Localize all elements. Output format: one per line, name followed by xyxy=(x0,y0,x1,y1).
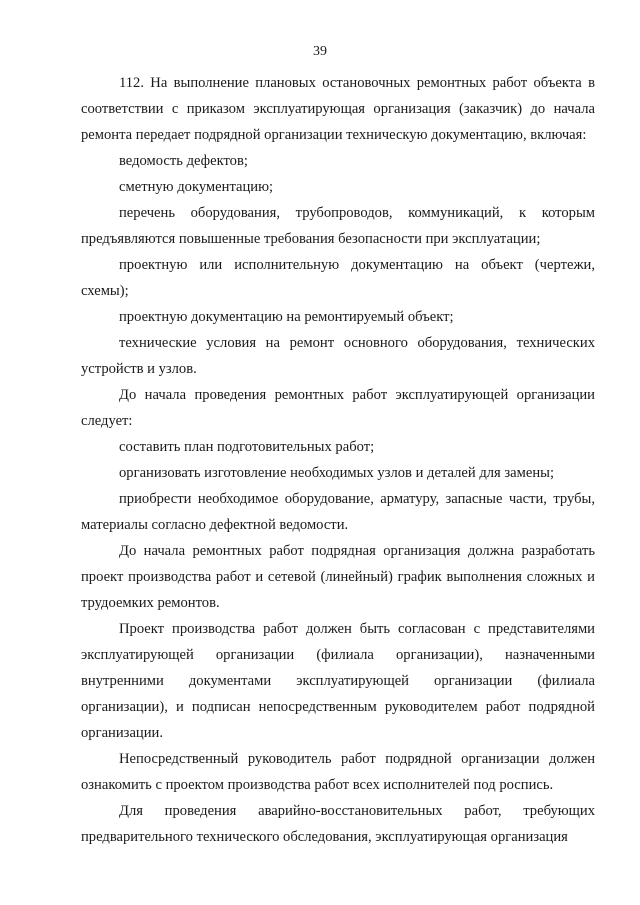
list-item-project-docs: проектную или исполнительную документацию на объект (чертежи, схемы); xyxy=(81,257,595,299)
paragraph-contractor-project: До начала ремонтных работ подрядная организация должна разработать проект производства работ и сетевой (линейный) график выполнения сложных и трудоемких ремонтов. xyxy=(81,543,595,611)
list-item-estimate-docs: сметную документацию; xyxy=(119,179,274,195)
list-item-equipment-list: перечень оборудования, трубопроводов, коммуникаций, к которым предъявляются повышенные требования безопасности при эксплуатации; xyxy=(81,205,595,247)
list-item-defect-statement: ведомость дефектов; xyxy=(119,153,248,169)
list-item-prep-plan: составить план подготовительных работ; xyxy=(119,439,375,455)
list-item-manufacture-parts: организовать изготовление необходимых узлов и деталей для замены; xyxy=(119,465,555,481)
paragraph-project-approval: Проект производства работ должен быть согласован с представителями эксплуатирующей организации (филиала организации), назначенными внутренними документами эксплуатирующей организации (филиала организации), и подписан непосредственным руководителем работ подрядной организации. xyxy=(81,621,595,741)
list-item-purchase-equipment: приобрести необходимое оборудование, арматуру, запасные части, трубы, материалы согласно дефектной ведомости. xyxy=(81,491,595,533)
document-body xyxy=(81,70,595,850)
paragraph-112-intro: 112. На выполнение плановых остановочных ремонтных работ объекта в соответствии с приказом эксплуатирующая организация (заказчик) до начала ремонта передает подрядной организации техническую документацию, включая: xyxy=(81,75,595,143)
list-item-repair-project-docs: проектную документацию на ремонтируемый объект; xyxy=(119,309,454,325)
paragraph-emergency-works: Для проведения аварийно-восстановительных работ, требующих предварительного технического обследования, эксплуатирующая организация xyxy=(81,803,595,845)
list-item-technical-conditions: технические условия на ремонт основного оборудования, технических устройств и узлов. xyxy=(81,335,595,377)
paragraph-manager-briefing: Непосредственный руководитель работ подрядной организации должен ознакомить с проектом производства работ всех исполнителей под роспись. xyxy=(81,751,595,793)
paragraph-operator-duties: До начала проведения ремонтных работ эксплуатирующей организации следует: xyxy=(81,387,595,429)
page-number: 39 xyxy=(313,44,327,59)
